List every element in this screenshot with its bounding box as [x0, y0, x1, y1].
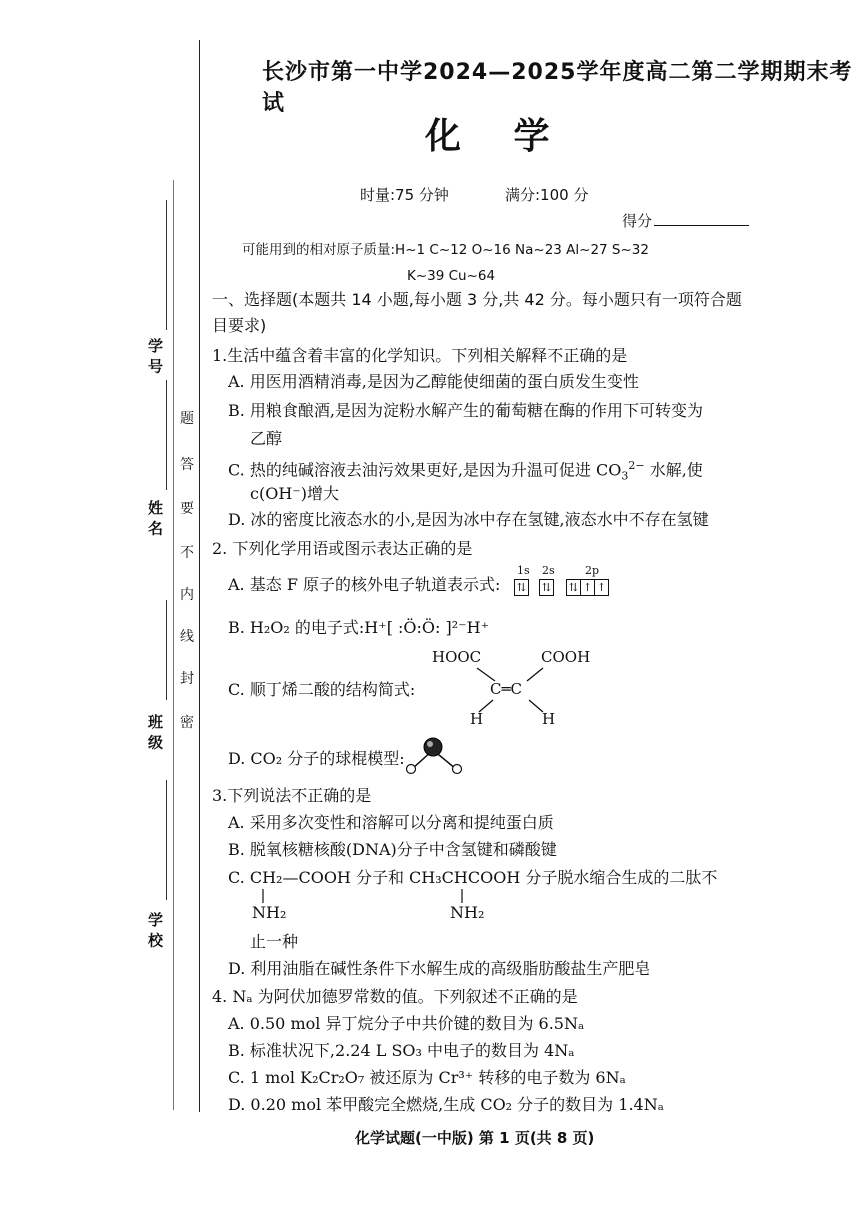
- q3-option-d: D. 利用油脂在碱性条件下水解生成的高级脂肪酸盐生产肥皂: [228, 959, 651, 978]
- orbital-label-2p: 2p: [585, 564, 600, 577]
- margin-rule: [199, 40, 200, 1112]
- structure-h-left: H: [470, 710, 484, 728]
- q4-option-a: A. 0.50 mol 异丁烷分子中共价键的数目为 6.5Nₐ: [228, 1014, 585, 1033]
- section-heading: 一、选择题(本题共 14 小题,每小题 3 分,共 42 分。每小题只有一项符合题目要求): [212, 290, 742, 335]
- orbital-cell: ⇅: [567, 580, 581, 595]
- orbital-cell: ⇅: [516, 581, 527, 594]
- q3-option-c: C. CH₂—COOH 分子和 CH₃CHCOOH 分子脱水缩合生成的二肽不: [228, 868, 718, 887]
- name-line: [166, 380, 167, 490]
- q1-option-c-tail: 水解,使: [644, 460, 703, 480]
- q1-option-a: A. 用医用酒精消毒,是因为乙醇能使细菌的蛋白质发生变性: [228, 372, 639, 391]
- school-label: 学 校: [146, 912, 164, 948]
- seal-notice-char: 题: [180, 411, 194, 427]
- q3-stem: 3.下列说法不正确的是: [212, 786, 372, 805]
- atomic-masses-line-1: 可能用到的相对原子质量:H~1 C~12 O~16 Na~23 Al~27 S~32: [242, 242, 649, 258]
- student-no-line: [166, 200, 167, 330]
- structure-bonds: [455, 666, 565, 716]
- full-score: 满分:100 分: [505, 186, 589, 204]
- q1-option-d: D. 冰的密度比液态水的小,是因为冰中存在氢键,液态水中不存在氢键: [228, 510, 709, 529]
- q4-option-c: C. 1 mol K₂Cr₂O₇ 被还原为 Cr³⁺ 转移的电子数为 6Nₐ: [228, 1068, 626, 1087]
- orbital-cell: ↑: [581, 580, 595, 595]
- seal-notice-char: 要: [180, 501, 194, 517]
- atomic-masses: [242, 237, 762, 289]
- q1-stem: 1.生活中蕴含着丰富的化学知识。下列相关解释不正确的是: [212, 346, 628, 365]
- class-line: [166, 600, 167, 700]
- page-footer: 化学试题(一中版) 第 1 页(共 8 页): [355, 1129, 595, 1147]
- q1-option-c-cont: c(OH⁻)增大: [250, 484, 339, 503]
- seal-notice-char: 内: [180, 587, 194, 603]
- q1-sup: 2−: [628, 459, 645, 472]
- orbital-cell: ⇅: [541, 581, 552, 594]
- q3-option-c-cont: 止一种: [250, 932, 299, 951]
- seal-notice-char: 密: [180, 715, 194, 731]
- student-no-label: 学 号: [146, 338, 164, 374]
- exam-title: 长沙市第一中学2024—2025学年度高二第二学期期末考试: [262, 60, 853, 116]
- orbital-box-2p: [566, 579, 609, 596]
- q2-stem: 2. 下列化学用语或图示表达正确的是: [212, 539, 473, 558]
- q4-option-b: B. 标准状况下,2.24 L SO₃ 中电子的数目为 4Nₐ: [228, 1041, 575, 1060]
- q3-option-a: A. 采用多次变性和溶解可以分离和提纯蛋白质: [228, 813, 554, 832]
- q2-option-c: C. 顺丁烯二酸的结构简式:: [228, 680, 416, 699]
- orbital-label-1s: 1s: [517, 564, 530, 577]
- seal-notice-char: 答: [180, 457, 194, 473]
- structure-hooc: HOOC: [432, 648, 482, 666]
- q1-option-c: [228, 456, 703, 487]
- structure-h-right: H: [542, 710, 556, 728]
- exam-duration: 时量:75 分钟: [360, 186, 449, 204]
- q2-option-b: B. H₂O₂ 的电子式:H⁺[ :Ö:Ö: ]²⁻H⁺: [228, 618, 490, 637]
- score-label: 得分: [622, 212, 653, 230]
- q4-stem: 4. Nₐ 为阿伏加德罗常数的值。下列叙述不正确的是: [212, 987, 578, 1006]
- orbital-box-1s: [514, 579, 529, 596]
- orbital-label-2s: 2s: [542, 564, 555, 577]
- structure-double-bond: C═C: [490, 680, 522, 698]
- q1-sub: 3: [621, 469, 629, 483]
- q1-option-c-text: C. 热的纯碱溶液去油污效果更好,是因为升温可促进 CO: [228, 460, 622, 480]
- orbital-box-2s: [539, 579, 554, 596]
- structure-cooh: COOH: [541, 648, 591, 666]
- score-field: [622, 210, 749, 231]
- q3-option-b: B. 脱氧核糖核酸(DNA)分子中含氢键和磷酸键: [228, 840, 557, 859]
- seal-notice-char: 线: [180, 629, 194, 645]
- seal-notice-char: 封: [180, 671, 194, 687]
- margin-rule: [173, 180, 174, 1110]
- score-blank: [654, 225, 749, 226]
- q2-option-a: A. 基态 F 原子的核外电子轨道表示式:: [228, 575, 501, 594]
- orbital-cell: ↑: [596, 581, 607, 594]
- class-label: 班 级: [146, 714, 164, 750]
- q1-option-b-cont: 乙醇: [250, 429, 283, 448]
- q3-nh2-1: NH₂: [252, 903, 287, 922]
- seal-notice-char: 不: [180, 545, 194, 561]
- name-label: 姓 名: [146, 500, 164, 536]
- co2-ball-stick-model: [400, 735, 470, 775]
- q2-option-d: D. CO₂ 分子的球棍模型:: [228, 749, 405, 768]
- q1-option-b: B. 用粮食酿酒,是因为淀粉水解产生的葡萄糖在酶的作用下可转变为: [228, 401, 704, 420]
- school-line: [166, 780, 167, 900]
- q4-option-d: D. 0.20 mol 苯甲酸完全燃烧,生成 CO₂ 分子的数目为 1.4Nₐ: [228, 1095, 664, 1114]
- subject-title: 化 学: [425, 116, 570, 157]
- q3-nh2-2: NH₂: [450, 903, 485, 922]
- atomic-masses-line-2: K~39 Cu~64: [407, 268, 496, 284]
